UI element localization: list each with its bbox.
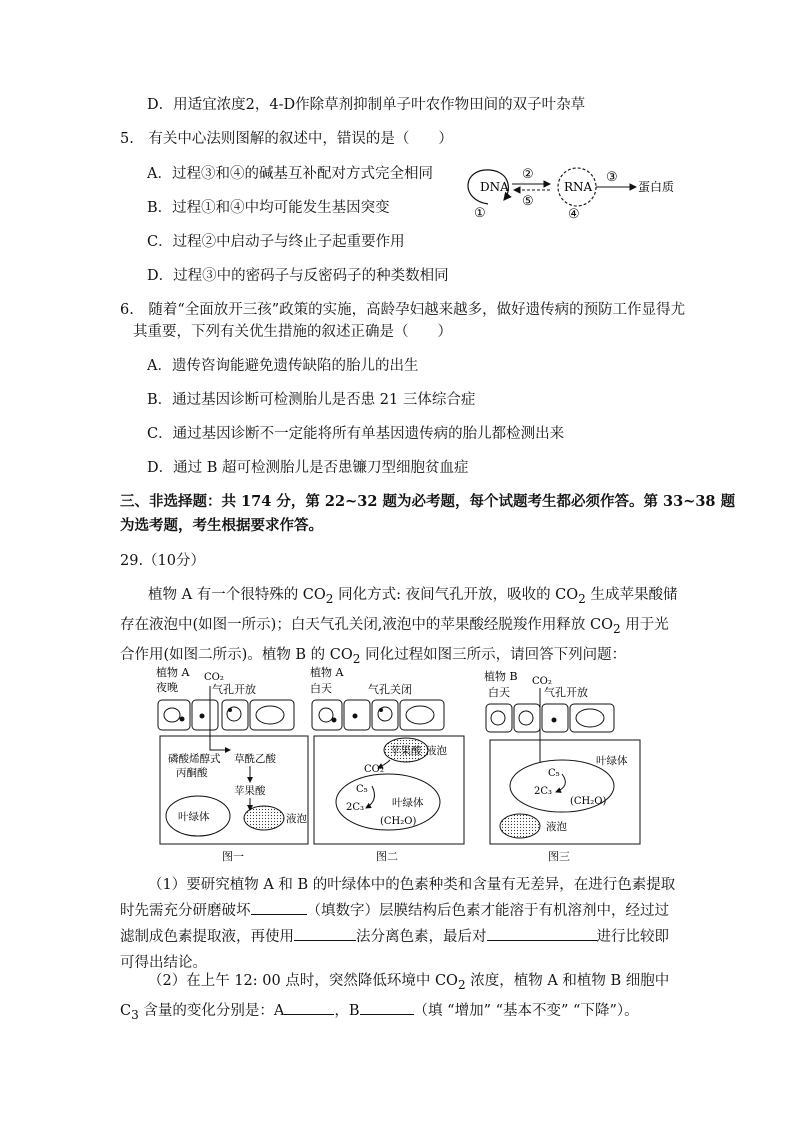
fig3-ch2o: (CH₂O) — [570, 796, 607, 807]
q4-option-d: D．用适宜浓度2，4-D作除草剂抑制单子叶农作物田间的双子叶杂草 — [147, 97, 586, 113]
fig2-plant-label: 植物 A — [310, 666, 344, 679]
fig3-stoma-label: 气孔开放 — [544, 686, 588, 699]
fig1-malate: 苹果酸 — [234, 785, 266, 797]
fig2-time-label: 白天 — [310, 682, 332, 695]
fig1-oaa: 草酰乙酸 — [234, 753, 276, 765]
fig3-c3: 2C₃ — [534, 786, 553, 797]
process-4-label: ④ — [568, 207, 580, 222]
q5-option-d: D．过程③中的密码子与反密码子的种类数相同 — [147, 268, 449, 284]
rna-label: RNA — [564, 180, 593, 194]
answer-blank-5[interactable] — [360, 1000, 414, 1015]
fig2-vacuole: 液泡 — [426, 745, 447, 757]
answer-blank-3[interactable] — [487, 926, 597, 941]
process-5-label: ⑤ — [522, 194, 534, 209]
q6-option-a: A．遗传咨询能避免遗传缺陷的胎儿的出生 — [147, 358, 419, 374]
fig1-time-label: 夜晚 — [156, 681, 178, 694]
process-3-label: ③ — [606, 170, 618, 185]
q29-sub1 — [120, 872, 680, 976]
q29-intro: 植物 A 有一个很特殊的 $CO_2$ 同化方式: 夜间气孔开放，吸收的 $CO_2$ 生成苹果酸储存在液泡中(如图一所示)；白天气孔关闭,液泡中的苹果酸经脱羧作用释放 $CO_2$ 用于光合作用(如图二所示)。植物 B 的 $CO_2$ 同化过程如图三所示，请回答下列问题： — [120, 587, 678, 666]
fig1-chloroplast: 叶绿体 — [178, 811, 210, 823]
q29-header: 29.（10分） — [120, 553, 206, 569]
answer-blank-1[interactable] — [251, 900, 307, 915]
process-1-label: ① — [474, 206, 486, 221]
q29-sub1-part-a: （1）要研究植物 A 和 B 的叶绿体中的色素种类和含量有无差异，在进行色素提取时先需充分研磨破坏 — [120, 877, 676, 919]
q29-sub1-part-d: 进行比较即可得出结论。 — [120, 929, 669, 971]
q29-sub2-part-a: （2）在上午 12: 00 点时，突然降低环境中 $CO_2$ 浓度，植物 A 和植物 B 细胞中 $C_3$ 含量的变化分别是：A — [120, 973, 670, 1022]
figure-3 — [484, 669, 640, 863]
fig1-vacuole: 液泡 — [286, 813, 307, 825]
q6-stem-line2: 其重要，下列有关优生措施的叙述正确是（ ） — [133, 324, 452, 340]
fig1-caption: 图一 — [222, 850, 244, 863]
fig2-caption: 图二 — [376, 850, 398, 863]
fig2-c5: C₅ — [356, 784, 368, 795]
fig1-stoma-label: 气孔开放 — [212, 683, 256, 696]
q5-option-b: B．过程①和④中均可能发生基因突变 — [147, 200, 390, 216]
fig3-vacuole: 液泡 — [546, 821, 567, 833]
fig1-plant-label: 植物 A — [156, 666, 190, 679]
q6-stem-line1: 6. 随着“全面放开三孩”政策的实施，高龄孕妇越来越多，做好遗传病的预防工作显得尤 — [120, 302, 686, 318]
fig2-c3: 2C₃ — [346, 802, 365, 813]
fig2-stoma-label: 气孔关闭 — [368, 683, 412, 696]
q29-sub2 — [120, 968, 680, 1028]
fig3-c5: C₅ — [548, 768, 560, 779]
fig3-caption: 图三 — [548, 850, 570, 863]
answer-blank-4[interactable] — [284, 1000, 334, 1015]
section3-line1: 三、非选择题：共 174 分，第 22~32 题为必考题，每个试题考生都必须作答。第 33~38 题 — [120, 493, 736, 510]
fig3-chloroplast: 叶绿体 — [596, 755, 628, 767]
q29-sub2-part-b: ，B — [334, 1002, 360, 1019]
q29-figures — [150, 664, 650, 864]
fig3-co2-label: CO₂ — [532, 676, 552, 687]
protein-label: 蛋白质 — [638, 180, 675, 194]
fig2-chloroplast: 叶绿体 — [392, 797, 424, 809]
answer-blank-2[interactable] — [294, 926, 356, 941]
dna-label: DNA — [480, 180, 509, 194]
fig1-co2-label: CO₂ — [204, 672, 224, 683]
fig3-time-label: 白天 — [488, 686, 510, 699]
figure-1 — [156, 665, 308, 863]
figure-2 — [310, 665, 464, 863]
q29-sub1-part-c: 法分离色素，最后对 — [356, 929, 487, 945]
q29-sub1-part-b: （填数字）层膜结构后色素才能溶于有机溶剂中，经过过滤制成色素提取液，再使用 — [120, 903, 669, 945]
q6-option-d: D．通过 B 超可检测胎儿是否患镰刀型细胞贫血症 — [147, 460, 469, 476]
q5-stem: 5. 有关中心法则图解的叙述中，错误的是（ ） — [120, 131, 453, 147]
process-2-label: ② — [522, 167, 534, 182]
fig2-co2: CO₂ — [364, 764, 384, 775]
fig2-malate: 苹果酸 — [390, 745, 422, 757]
q6-option-c: C．通过基因诊断不一定能将所有单基因遗传病的胎儿都检测出来 — [147, 426, 565, 442]
fig3-plant-label: 植物 B — [484, 670, 518, 683]
fig2-ch2o: (CH₂O) — [380, 816, 417, 827]
fig1-pep1: 磷酸烯醇式 — [168, 753, 221, 765]
q29-sub2-part-c: （填 “增加” “基本不变” “下降”）。 — [413, 1002, 639, 1019]
fig1-pep2: 丙酮酸 — [176, 767, 208, 779]
central-dogma-diagram — [460, 160, 680, 222]
q5-option-c: C．过程②中启动子与终止子起重要作用 — [147, 234, 405, 250]
q5-option-a: A．过程③和④的碱基互补配对方式完全相同 — [147, 166, 433, 182]
q6-option-b: B．通过基因诊断可检测胎儿是否患 21 三体综合症 — [147, 392, 476, 408]
section3-line2: 为选考题，考生根据要求作答。 — [120, 517, 323, 534]
